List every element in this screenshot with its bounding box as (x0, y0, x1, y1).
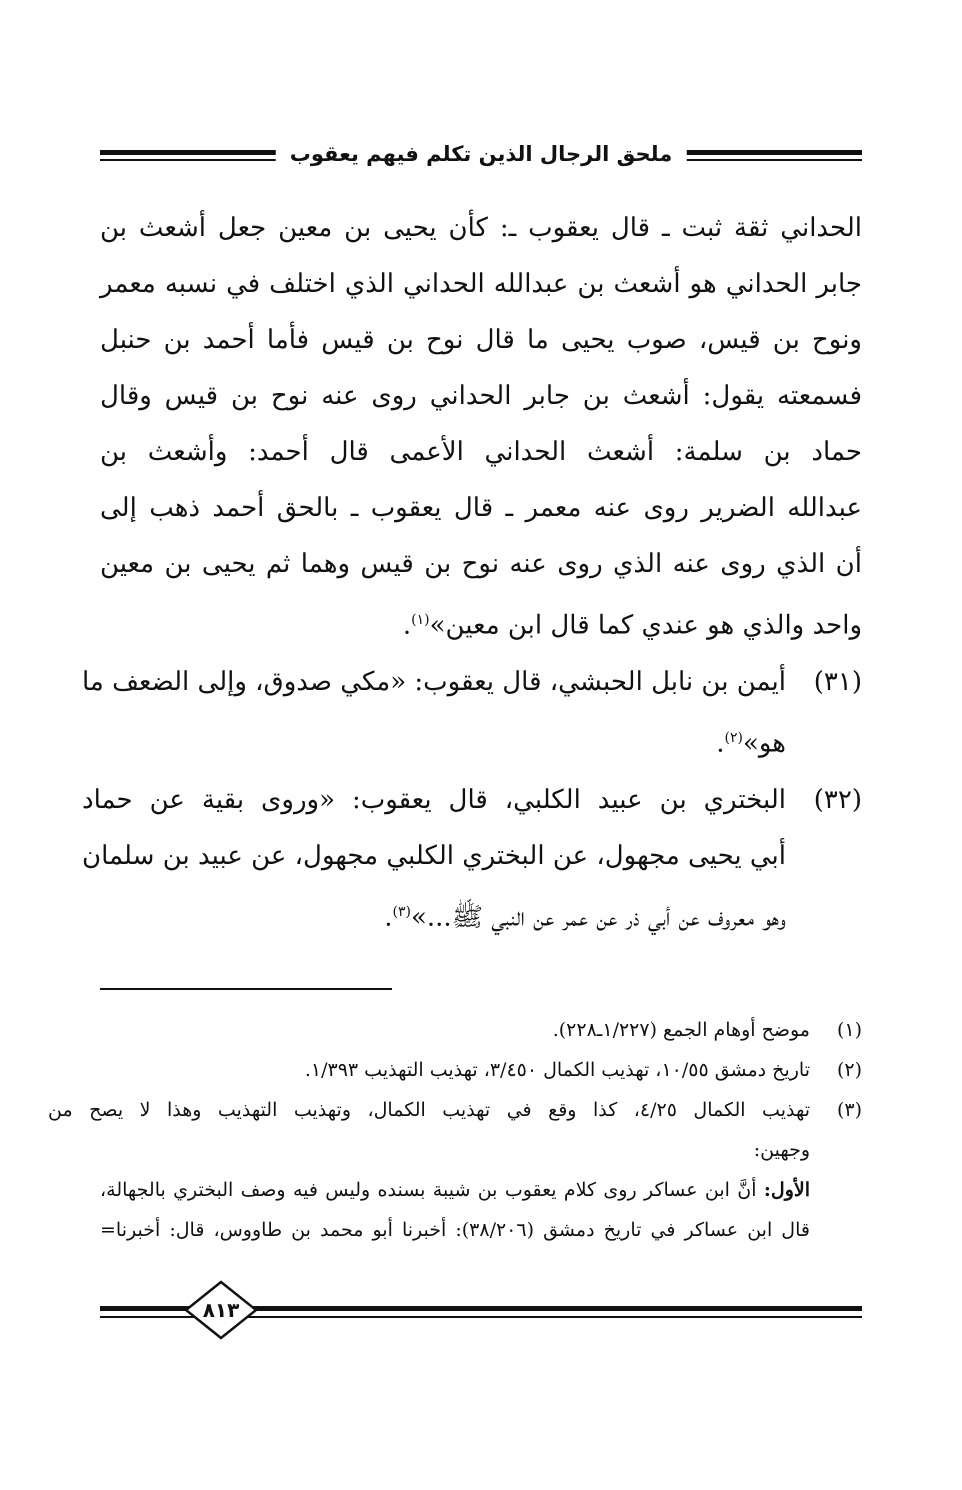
text-line: أن الذي روى عنه الذي روى عنه نوح بن قيس وهما ثم يحيى بن معين (100, 549, 862, 579)
footnote-number: (٣) (836, 1099, 862, 1121)
main-text (81, 200, 862, 940)
footnote-text: موضح أوهام الجمع (١/٢٢٧ـ٢٢٨). (552, 1019, 810, 1041)
entry-number: (٣٢) (813, 785, 862, 815)
text-fragment: هو» (742, 728, 786, 759)
text-line: أبي يحيى مجهول، عن البختري الكلبي مجهول، عن عبيد بن سلمان (81, 841, 786, 871)
page-number: ٨١٣ (202, 1298, 240, 1322)
text-line: البختري بن عبيد الكلبي، قال يعقوب: «وروى بقية عن حماد (81, 785, 786, 815)
entry-32 (81, 772, 862, 940)
footnote-ref: (٢) (724, 730, 743, 746)
text-line: وهو معروف عن أبي ذر عن عمر عن النبي ﷺ...»$^{(٣)}$. (384, 902, 786, 933)
text-fragment: وهو معروف عن أبي ذر عن عمر عن النبي ﷺ...» (410, 902, 786, 933)
text-line: جابر الحداني هو أشعث بن عبدالله الحداني الذي اختلف في نسبه معمر (100, 269, 862, 299)
footnotes (48, 1010, 862, 1250)
footnote-separator (100, 988, 392, 990)
footnote-text: تاريخ دمشق ١٠/٥٥، تهذيب الكمال ٣/٤٥٠، تهذيب التهذيب ١/٣٩٣. (304, 1059, 810, 1081)
footnote-3 (48, 1090, 862, 1250)
footnote-line (100, 1170, 810, 1210)
text-line: هو»$^{(٢)}$. (716, 728, 786, 759)
footnote-ref: (٣) (392, 904, 411, 920)
footnote-2 (100, 1050, 862, 1090)
footnote-ref: (١) (411, 612, 430, 628)
text-line: فسمعته يقول: أشعث بن جابر الحداني روى عنه نوح بن قيس وقال (100, 381, 862, 411)
footnote-line: وجهين: (753, 1139, 810, 1161)
text-line: أيمن بن نابل الحبشي، قال يعقوب: «مكي صدوق، وإلى الضعف ما (82, 667, 786, 697)
footnote-label: الأول: (763, 1179, 810, 1201)
footnote-line: قال ابن عساكر في تاريخ دمشق (٣٨/٢٠٦): أخبرنا أبو محمد بن طاووس، قال: أخبرنا= (100, 1219, 810, 1241)
footnote-fragment: أنَّ ابن عساكر روى كلام يعقوب بن شيبة بسنده وليس فيه وصف البختري بالجهالة، (100, 1179, 764, 1201)
header-title: ملحق الرجال الذين تكلم فيهم يعقوب (276, 142, 687, 166)
footnote-number: (٢) (836, 1059, 862, 1081)
entry-number: (٣١) (813, 667, 862, 697)
text-line: واحد والذي هو عندي كما قال ابن معين»$^{(١)}$. (402, 610, 862, 641)
text-line: ونوح بن قيس، صوب يحيى ما قال نوح بن قيس فأما أحمد بن حنبل (100, 325, 862, 355)
page-footer (100, 1278, 862, 1348)
text-fragment: واحد والذي هو عندي كما قال ابن معين» (429, 610, 862, 641)
footnote-line: تهذيب الكمال ٤/٢٥، كذا وقع في تهذيب الكمال، وتهذيب التهذيب وهذا لا يصح من (48, 1099, 810, 1121)
entry-31 (82, 654, 862, 766)
footnote-1 (100, 1010, 862, 1050)
text-line: حماد بن سلمة: أشعث الحداني الأعمى قال أحمد: وأشعث بن (100, 437, 862, 467)
running-header (100, 138, 862, 178)
footnote-number: (١) (836, 1019, 862, 1041)
text-line: عبدالله الضرير روى عنه معمر ـ قال يعقوب ـ بالحق أحمد ذهب إلى (100, 493, 862, 523)
text-line: الحداني ثقة ثبت ـ قال يعقوب ـ: كأن يحيى بن معين جعل أشعث بن (100, 213, 862, 243)
